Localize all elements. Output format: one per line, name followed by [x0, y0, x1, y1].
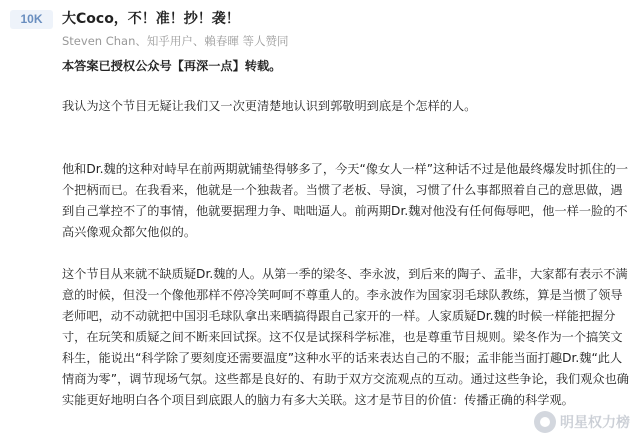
voter-separator: 、	[192, 34, 205, 48]
answer-paragraph: 他和Dr.魏的这种对峙早在前两期就铺垫得够多了，今天“像女人一样”这种话不过是他最终爆发时抓住的一个把柄而已。在我看来，他就是一个独裁者。当惯了老板、导演，习惯了什么事都照着自己的意思做，遇到自己掌控不了的事情，他就要据理力争、咄咄逼人。前两期Dr.魏对他没有任何侮辱吧，他一样一脸的不高兴像观众都欠他似的。	[62, 162, 629, 239]
answer-title: 大Coco，不！准！抄！袭！	[62, 11, 240, 27]
voters-more-link[interactable]: 等人赞同	[238, 34, 289, 48]
voter-list	[62, 33, 289, 49]
watermark-text: 明星权力榜	[560, 415, 630, 431]
answer-content	[62, 56, 632, 432]
answer-paragraph: 我认为这个节目无疑让我们又一次更清楚地认识到郭敬明到底是个怎样的人。	[62, 99, 477, 113]
watermark-logo-icon	[534, 411, 556, 433]
answer-paragraph: 这个节目从来就不缺质疑Dr.魏的人。从第一季的梁冬、李永波，到后来的陶子、孟非，大家都有表示不满意的时候，但没一个像他那样不停冷笑呵呵不尊重人的。李永波作为国家羽毛球队教练，算是当惯了领导老师吧，动不动就把中国羽毛球队拿出来晒搞得跟自己家开的一样。人家质疑Dr.魏的时候一样能把握分寸，在玩笑和质疑之间不断来回试探。这不仅是试探科学标准，也是尊重节目规则。梁冬作为一个搞笑文科生，能说出“科学除了要刻度还需要温度”这种水平的话来表达自己的不服；孟非能当面打趣Dr.魏“此人情商为零”，调节现场气氛。这些都是良好的、有助于双方交流观点的互动。通过这些争论，我们观众也确实能更好地明白各个项目到底跟人的脑力有多大关联。这才是节目的价值：传播正确的科学观。	[62, 267, 629, 407]
voter-separator: 、	[135, 34, 147, 48]
watermark	[534, 410, 630, 434]
repost-notice: 本答案已授权公众号【再深一点】转载。	[62, 59, 282, 73]
voter-link[interactable]: 知乎用户	[146, 34, 193, 48]
upvote-count-button[interactable]: 10K	[10, 10, 53, 29]
voter-link[interactable]: Steven Chan	[62, 34, 136, 48]
voter-link[interactable]: 賴春暉	[204, 34, 239, 48]
